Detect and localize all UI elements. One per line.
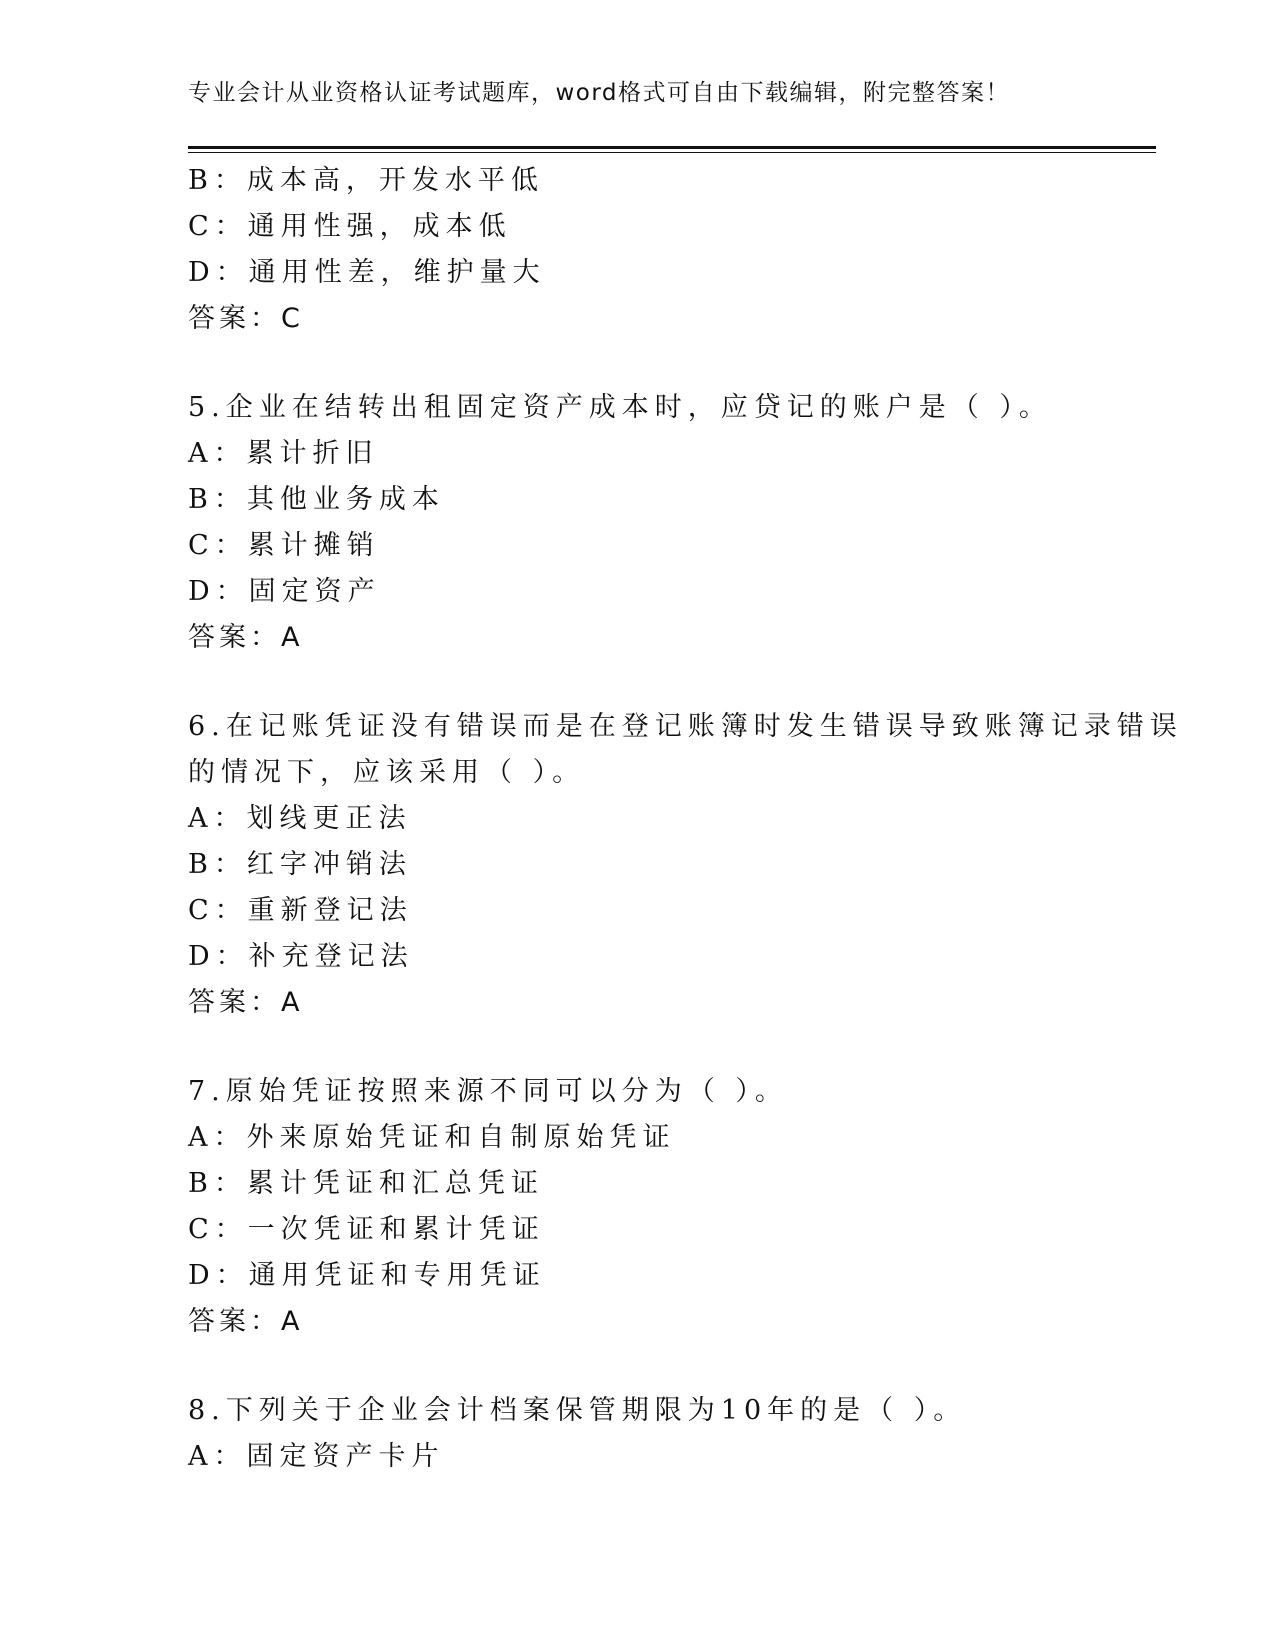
option-a: A：固定资产卡片 bbox=[188, 1441, 445, 1472]
option-d: D：补充登记法 bbox=[188, 941, 414, 972]
option-d: D：固定资产 bbox=[188, 576, 381, 607]
answer: 答案：A bbox=[188, 987, 304, 1018]
page-header: 专业会计从业资格认证考试题库，word格式可自由下载编辑，附完整答案！ bbox=[188, 80, 1011, 106]
header-rule-thin bbox=[188, 152, 1156, 153]
option-a: A：累计折旧 bbox=[188, 438, 379, 469]
option-c: C：一次凭证和累计凭证 bbox=[188, 1214, 545, 1245]
question-stem: 7.原始凭证按照来源不同可以分为（ ）。 bbox=[188, 1076, 788, 1107]
option-a: A：外来原始凭证和自制原始凭证 bbox=[188, 1122, 676, 1153]
question-8 bbox=[188, 1388, 1088, 1480]
option-c: C：通用性强，成本低 bbox=[188, 211, 512, 242]
question-4 bbox=[188, 158, 1088, 342]
option-c: C：重新登记法 bbox=[188, 895, 413, 926]
question-list bbox=[188, 158, 1183, 1480]
answer: 答案：A bbox=[188, 622, 304, 653]
question-stem: 6.在记账凭证没有错误而是在登记账簿时发生错误导致账簿记录错误 bbox=[188, 711, 1183, 742]
answer: 答案：A bbox=[188, 1306, 304, 1337]
question-stem-continued: 的情况下，应该采用（ ）。 bbox=[188, 757, 586, 788]
question-5 bbox=[188, 385, 1088, 661]
question-7 bbox=[188, 1069, 1088, 1345]
question-stem: 8.下列关于企业会计档案保管期限为10年的是（ ）。 bbox=[188, 1395, 967, 1426]
option-d: D：通用凭证和专用凭证 bbox=[188, 1260, 546, 1291]
option-c: C：累计摊销 bbox=[188, 530, 380, 561]
option-a: A：划线更正法 bbox=[188, 803, 412, 834]
option-b: B：成本高，开发水平低 bbox=[188, 165, 544, 196]
question-6 bbox=[188, 704, 1183, 1026]
question-stem: 5.企业在结转出租固定资产成本时，应贷记的账户是（ ）。 bbox=[188, 392, 1052, 423]
option-b: B：红字冲销法 bbox=[188, 849, 412, 880]
header-rule-thick bbox=[188, 146, 1156, 149]
option-b: B：其他业务成本 bbox=[188, 484, 445, 515]
answer: 答案：C bbox=[188, 303, 304, 334]
option-b: B：累计凭证和汇总凭证 bbox=[188, 1168, 544, 1199]
option-d: D：通用性差，维护量大 bbox=[188, 257, 546, 288]
